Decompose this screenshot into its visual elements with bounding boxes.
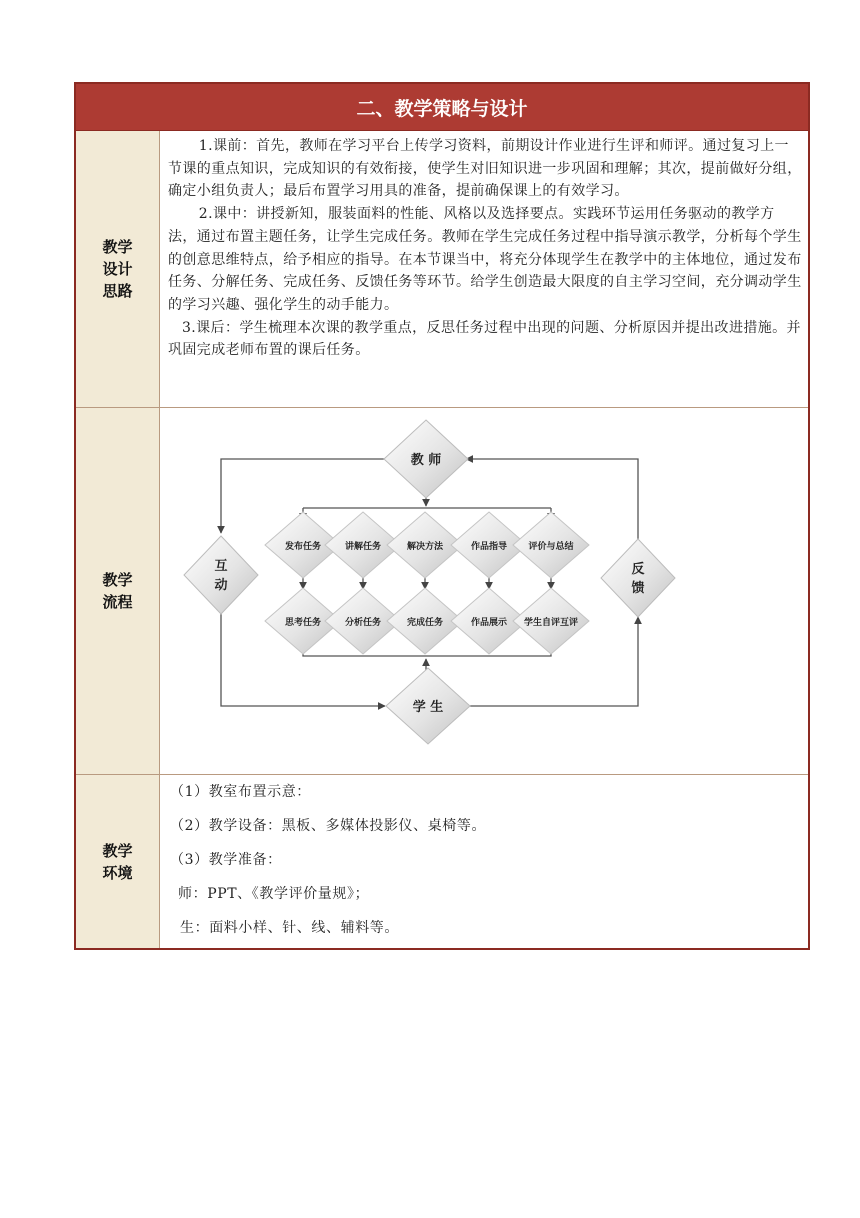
task-row-bottom — [265, 588, 589, 654]
task-showcase: 作品展示 — [470, 618, 508, 628]
flow-content — [160, 408, 808, 774]
design-paragraph-3: 3.课后：学生梳理本次课的教学重点，反思任务过程中出现的问题、分析原因并提出改进措施。并巩固完成老师布置的课后任务。 — [168, 319, 801, 359]
env-line-prep: （3）教学准备： — [170, 852, 282, 868]
design-paragraph-2: 2.课中：讲授新知，服装面料的性能、风格以及选择要点。实践环节运用任务驱动的教学方法，通过布置主题任务，让学生完成任务。教师在学生完成任务过程中指导演示教学，分析每个学生的创意思维特点，给予相应的指导。在本节课当中，将充分体现学生在教学中的主体地位，通过发布任务、分解任务、完成任务、反馈任务等环节。给学生创造最大限度的自主学习空间，充分调动学生的学习兴趣、强化学生的动手能力。 — [168, 206, 802, 313]
table-title: 二、教学策略与设计 — [76, 84, 808, 131]
task-evaluate: 评价与总结 — [528, 542, 574, 552]
feedback-node — [601, 539, 675, 617]
teaching-flow-diagram — [160, 408, 811, 774]
env-line-layout: （1）教室布置示意： — [170, 784, 311, 800]
task-explain: 讲解任务 — [344, 542, 382, 552]
task-complete: 完成任务 — [406, 618, 444, 628]
task-solution: 解决方法 — [406, 542, 444, 552]
task-analyze: 分析任务 — [344, 618, 382, 628]
design-label: 教学 设计 思路 — [102, 238, 133, 300]
teacher-node — [384, 420, 468, 498]
strategy-table — [74, 82, 810, 950]
flow-label: 教学 流程 — [102, 571, 133, 611]
env-line-equipment: （2）教学设备：黑板、多媒体投影仪、桌椅等。 — [170, 818, 487, 834]
env-label: 教学 环境 — [102, 841, 133, 882]
design-row — [76, 131, 808, 408]
task-self-peer-review: 学生自评互评 — [523, 618, 579, 628]
env-row — [76, 775, 808, 948]
task-publish: 发布任务 — [284, 542, 322, 552]
design-content — [160, 131, 808, 407]
task-guidance: 作品指导 — [470, 542, 508, 552]
feedback-text-1: 反 — [631, 562, 645, 577]
interact-node — [184, 536, 258, 614]
feedback-text-2: 馈 — [631, 581, 645, 596]
student-node — [386, 668, 470, 744]
task-row-top — [265, 512, 589, 578]
teacher-text: 教 师 — [410, 453, 442, 468]
flow-label-cell — [76, 408, 160, 774]
flow-row — [76, 408, 808, 775]
interact-text-2: 动 — [214, 578, 228, 593]
design-paragraph-1: 1.课前：首先，教师在学习平台上传学习资料，前期设计作业进行生评和师评。通过复习上一节课的重点知识，完成知识的有效衔接，使学生对旧知识进一步巩固和理解；其次，提前做好分组，确定小组负责人；最后布置学习用具的准备，提前确保课上的有效学习。 — [168, 138, 802, 200]
design-label-cell — [76, 131, 160, 407]
env-line-teacher: 师：PPT、《教学评价量规》； — [178, 886, 370, 902]
student-text: 学 生 — [412, 700, 444, 715]
env-content — [160, 775, 808, 948]
env-label-cell — [76, 775, 160, 948]
interact-text-1: 互 — [214, 559, 228, 574]
env-line-student: 生：面料小样、针、线、辅料等。 — [180, 920, 399, 936]
task-think: 思考任务 — [284, 618, 322, 628]
